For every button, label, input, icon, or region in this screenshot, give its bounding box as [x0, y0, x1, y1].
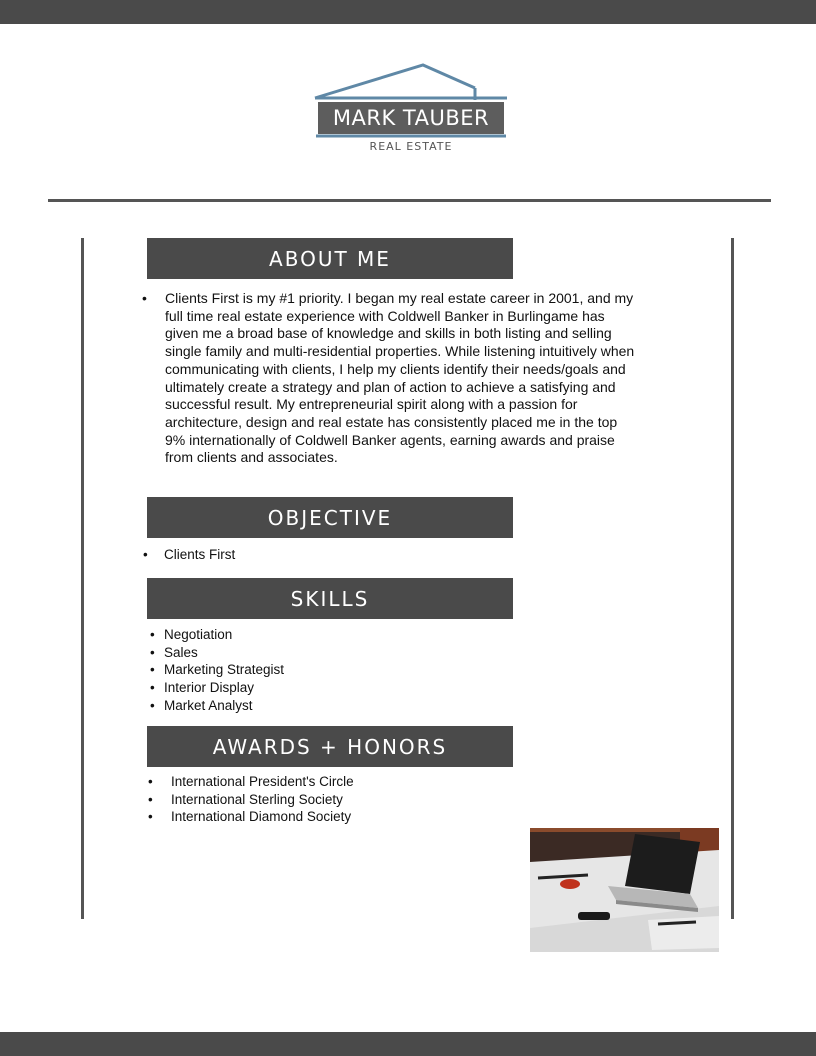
top-bar: [0, 0, 816, 24]
list-item: • Interior Display: [164, 679, 284, 697]
logo: [312, 62, 510, 158]
right-border-line: [731, 238, 734, 919]
skills-heading: SKILLS: [147, 578, 513, 619]
list-item: • International Diamond Society: [171, 808, 354, 826]
logo-subtitle: REAL ESTATE: [369, 140, 453, 153]
about-heading: ABOUT ME: [147, 238, 513, 279]
about-list: [165, 290, 635, 467]
awards-list: [171, 773, 354, 826]
objective-heading: OBJECTIVE: [147, 497, 513, 538]
list-item: • Sales: [164, 644, 284, 662]
skills-list: [164, 626, 284, 715]
laptop-desk-photo: [530, 828, 719, 952]
bottom-bar: [0, 1032, 816, 1056]
list-item: • Market Analyst: [164, 697, 284, 715]
logo-name: MARK TAUBER: [318, 102, 504, 134]
awards-heading: AWARDS + HONORS: [147, 726, 513, 767]
left-border-line: [81, 238, 84, 919]
header-rule: [48, 199, 771, 202]
list-item: • Negotiation: [164, 626, 284, 644]
list-item: • Marketing Strategist: [164, 661, 284, 679]
objective-list: [164, 546, 235, 564]
list-item: • International President's Circle: [171, 773, 354, 791]
list-item: • International Sterling Society: [171, 791, 354, 809]
list-item: • Clients First: [164, 546, 235, 564]
about-paragraph: • Clients First is my #1 priority. I began my real estate career in 2001, and my full time real estate experience with Coldwell Banker in Burlingame has given me a broad base of knowledge and skills in both listing and selling single family and multi-residential properties. While listening intuitively when communicating with clients, I help my clients identify their needs/goals and ultimately create a strategy and plan of action to achieve a satisfying and successful result. My entrepreneurial spirit along with a passion for architecture, design and real estate has consistently placed me in the top 9% internationally of Coldwell Banker agents, earning awards and praise from clients and associates.: [165, 290, 635, 467]
